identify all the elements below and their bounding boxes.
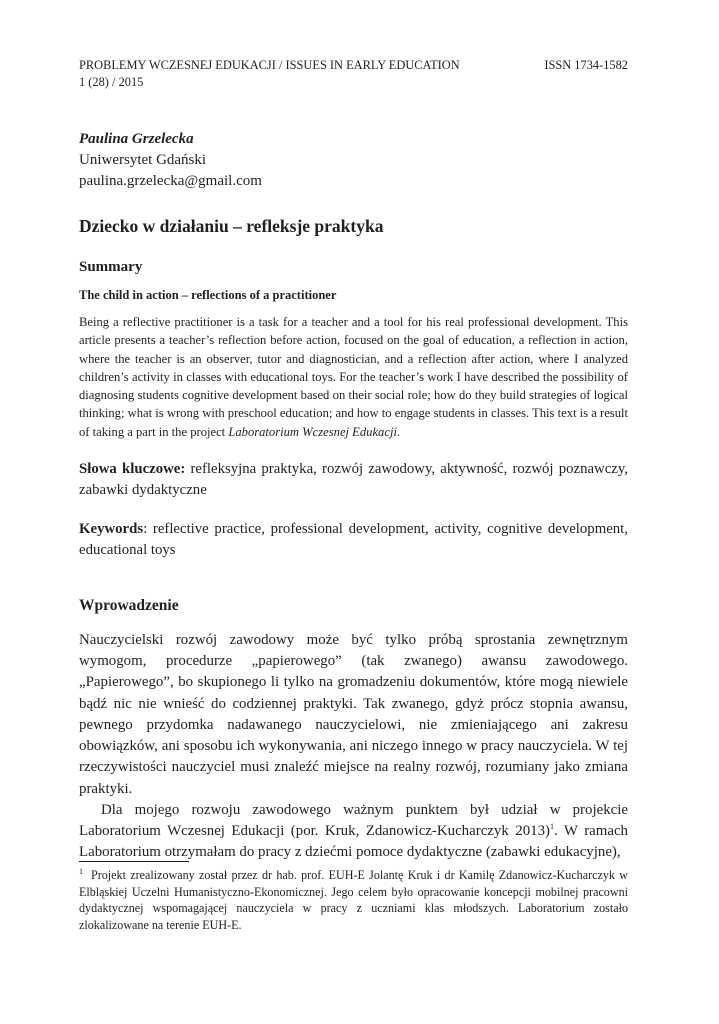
- author-block: [79, 129, 628, 192]
- footnote: [79, 867, 628, 934]
- intro-paragraph-1: Nauczycielski rozwój zawodowy może być tylko próbą sprostania zewnętrznym wymogom, procedurze „papierowego” (tak zwanego) awansu zawodowego. „Papierowego”, bo skupionego li tylko na gromadzeniu dokumentów, które mogą niewiele bądź nic nie wnieść do codziennej praktyki. Tak zwanego, gdyż prócz stopnia awansu, pewnego przydomka nadawanego nauczycielowi, nie zmieniającego ani zakresu obowiązków, ani sposobu ich wykonywania, ani niczego innego w pracy nauczyciela. W tej rzeczywistości nauczyciel musi znaleźć miejsce na realny rozwój, rozumiany jako zmiana praktyki.: [79, 632, 628, 797]
- footnote-number: 1: [79, 866, 83, 876]
- abstract-text: [79, 313, 628, 441]
- footnote-ref: 1: [550, 821, 555, 831]
- section-heading-intro: Wprowadzenie: [79, 597, 179, 615]
- intro-paragraph-2: [79, 800, 628, 864]
- issue-number: 1 (28) / 2015: [79, 75, 144, 89]
- author-affiliation: Uniwersytet Gdański: [79, 152, 207, 168]
- journal-name: PROBLEMY WCZESNEJ EDUKACJI / ISSUES IN EARLY EDUCATION: [79, 58, 460, 72]
- footnote-text: Projekt zrealizowany został przez dr hab. prof. EUH-E Jolantę Kruk i dr Kamilę Zdanowicz-Kucharczyk w Elbląskiej Uczelni Humanistyczno-Ekonomicznej. Jego celem było opracowanie koncepcji mobilnej pracowni dydaktycznej wspomagającej nauczyciela w pracy z uczniami klas młodszych. Laboratorium zostało zlokalizowane na terenie EUH-E.: [79, 868, 628, 933]
- keywords-pl-label: Słowa kluczowe:: [79, 461, 186, 478]
- author-name: Paulina Grzelecka: [79, 131, 194, 147]
- issn: ISSN 1734-1582: [544, 58, 628, 72]
- running-header: [79, 57, 628, 91]
- intro-p2-start: Dla mojego rozwoju zawodowego ważnym punktem był udział w projekcie Laboratorium Wczesnej Edukacji (por. Kruk, Zdanowicz-Kucharczyk 2013): [79, 801, 628, 839]
- abstract-main: Being a reflective practitioner is a task for a teacher and a tool for his real professional development. This article presents a teacher’s reflection before action, focused on the goal of education, a reflection in action, where the teacher is an observer, tutor and diagnostician, and a reflection after action, where I analyzed children’s activity in classes with educational toys. For the teacher’s work I have described the possibility of diagnosing students cognitive development based on their social role; how do they build strategies of logical thinking; what is wrong with preschool education; and how to engage students in classes. This text is a result of taking a part in the project: [79, 315, 628, 439]
- keywords-english: [79, 519, 628, 561]
- footnote-divider: [79, 861, 189, 862]
- summary-subtitle: The child in action – reflections of a practitioner: [79, 288, 337, 302]
- keywords-pl-text: refleksyjna praktyka, rozwój zawodowy, aktywność, rozwój poznawczy, zabawki dydaktyczne: [79, 461, 628, 499]
- author-email: paulina.grzelecka@gmail.com: [79, 173, 262, 189]
- keywords-en-label: Keywords: [79, 521, 144, 538]
- page-content: [79, 57, 628, 863]
- article-title: Dziecko w działaniu – refleksje praktyka: [79, 216, 384, 236]
- abstract-project-name: Laboratorium Wczesnej Edukacji: [228, 424, 397, 439]
- abstract-end: .: [396, 424, 401, 439]
- intro-body: [79, 630, 628, 863]
- keywords-en-text: : reflective practice, professional development, activity, cognitive development, educational toys: [79, 521, 628, 559]
- summary-heading: Summary: [79, 259, 143, 275]
- keywords-polish: [79, 459, 628, 501]
- intro-p2-end: . W ramach Laboratorium otrzymałam do pracy z dziećmi pomoce dydaktyczne (zabawki edukacyjne),: [79, 822, 629, 861]
